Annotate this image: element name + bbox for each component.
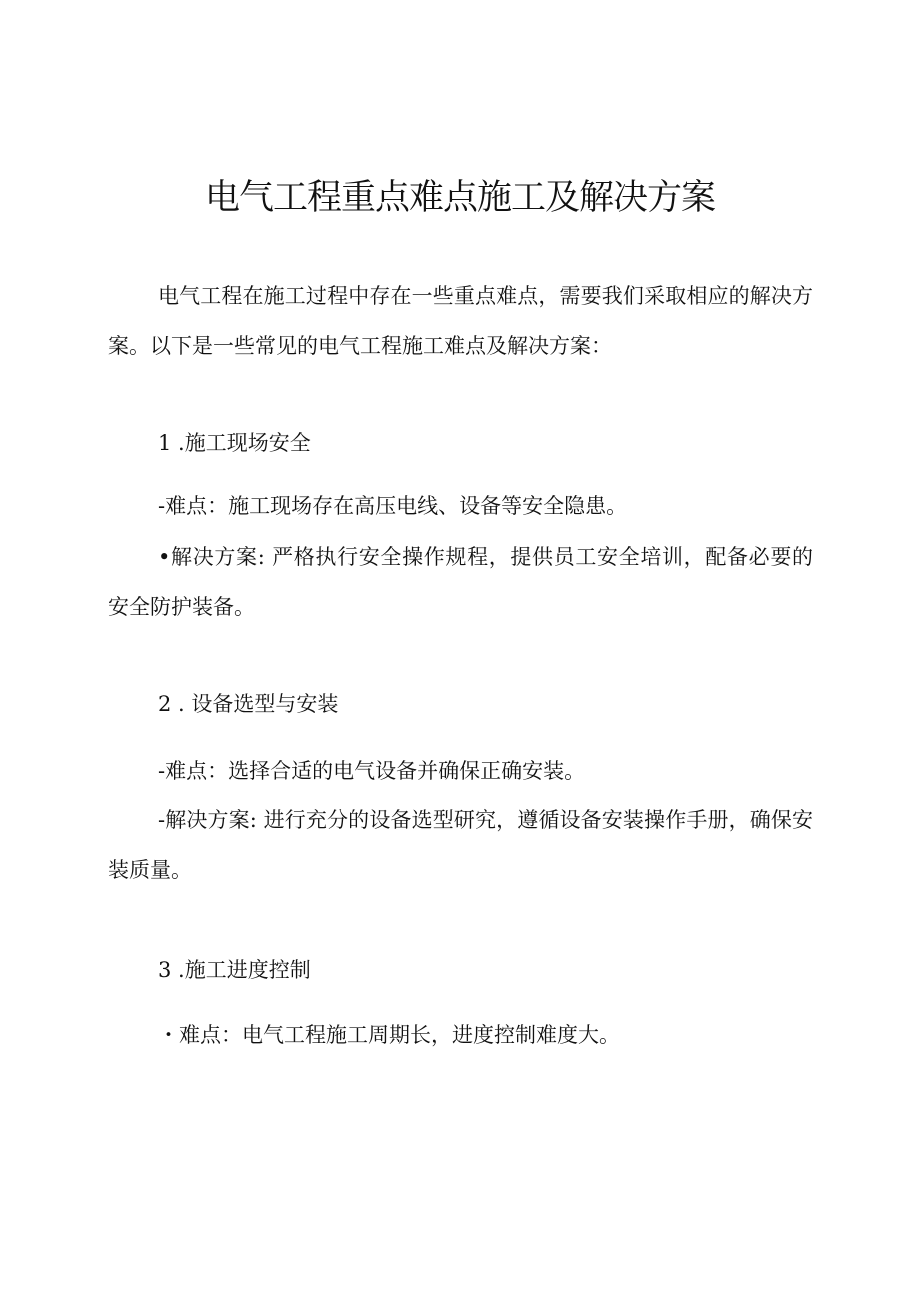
- section-1-heading: 1 .施工现场安全: [158, 431, 311, 455]
- section-3-heading: 3 .施工进度控制: [158, 958, 311, 982]
- document-title: 电气工程重点难点施工及解决方案: [204, 178, 715, 218]
- section-3-difficulty: ・难点：电气工程施工周期长，进度控制难度大。: [158, 1023, 620, 1047]
- section-1-difficulty: -难点：施工现场存在高压电线、设备等安全隐患。: [158, 494, 628, 518]
- intro-paragraph: 电气工程在施工过程中存在一些重点难点，需要我们采取相应的解决方案。以下是一些常见的电气工程施工难点及解决方案：: [108, 284, 813, 358]
- section-2-difficulty: -难点：选择合适的电气设备并确保正确安装。: [158, 759, 586, 783]
- section-2-heading: 2 . 设备选型与安装: [158, 692, 339, 716]
- section-1-solution: •解决方案: 严格执行安全操作规程，提供员工安全培训，配备必要的安全防护装备。: [108, 545, 813, 619]
- section-2-solution: -解决方案: 进行充分的设备选型研究，遵循设备安装操作手册，确保安装质量。: [108, 808, 813, 882]
